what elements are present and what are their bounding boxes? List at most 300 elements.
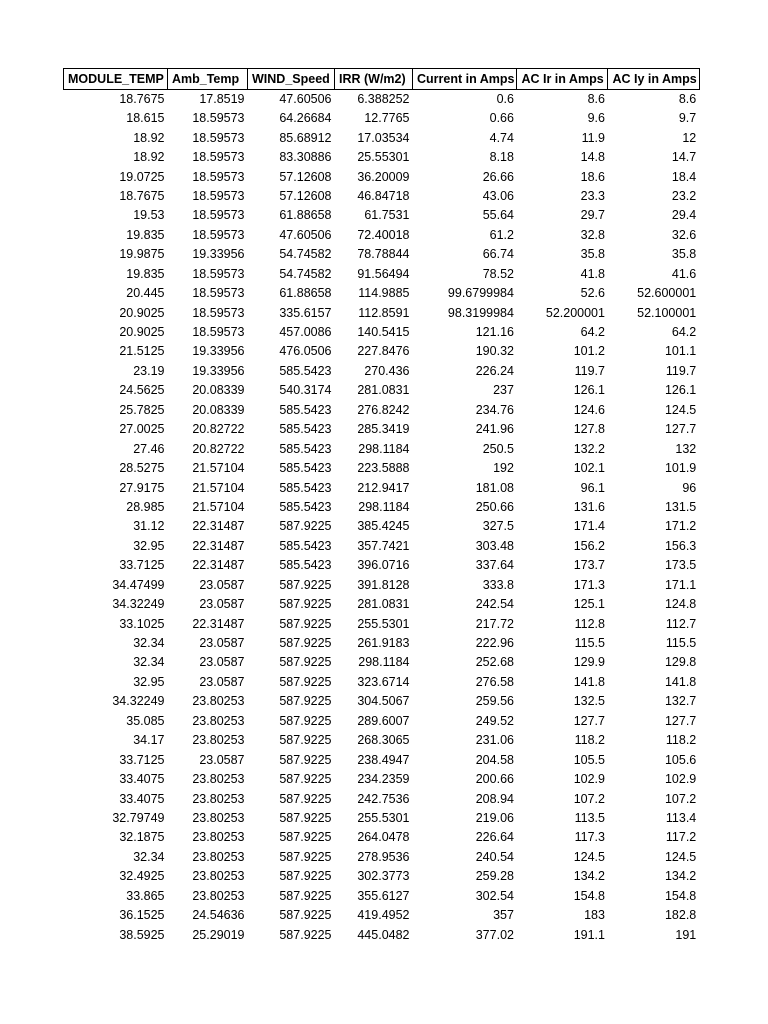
cell-amb-temp[interactable]: 23.80253 — [192, 733, 245, 748]
cell-ac-iy[interactable]: 12 — [682, 130, 697, 145]
cell-ac-ir[interactable]: 32.8 — [580, 227, 605, 242]
cell-irr[interactable]: 36.20009 — [357, 169, 410, 184]
cell-ac-iy[interactable]: 41.6 — [671, 266, 697, 281]
cell-current[interactable]: 240.54 — [475, 849, 514, 864]
cell-ac-iy[interactable]: 156.3 — [664, 538, 697, 553]
cell-current[interactable]: 327.5 — [482, 519, 514, 534]
cell-ac-iy[interactable]: 124.5 — [664, 402, 697, 417]
cell-ac-iy[interactable]: 134.2 — [664, 869, 697, 884]
cell-ac-ir[interactable]: 154.8 — [573, 888, 605, 903]
cell-module-temp[interactable]: 18.92 — [133, 130, 165, 145]
cell-current[interactable]: 181.08 — [475, 480, 514, 495]
cell-irr[interactable]: 302.3773 — [357, 869, 410, 884]
cell-ac-ir[interactable]: 173.7 — [573, 558, 605, 573]
cell-wind-speed[interactable]: 587.9225 — [279, 577, 332, 592]
cell-amb-temp[interactable]: 19.33956 — [192, 247, 245, 262]
cell-module-temp[interactable]: 31.12 — [133, 519, 165, 534]
cell-amb-temp[interactable]: 20.82722 — [192, 422, 245, 437]
cell-irr[interactable]: 281.0831 — [357, 383, 410, 398]
cell-module-temp[interactable]: 32.34 — [133, 655, 165, 670]
cell-irr[interactable]: 112.8591 — [358, 305, 410, 320]
cell-current[interactable]: 26.66 — [482, 169, 514, 184]
cell-ac-iy[interactable]: 118.2 — [665, 733, 697, 748]
cell-irr[interactable]: 264.0478 — [357, 830, 410, 845]
cell-irr[interactable]: 385.4245 — [357, 519, 410, 534]
cell-amb-temp[interactable]: 20.08339 — [192, 402, 245, 417]
cell-ac-ir[interactable]: 171.3 — [573, 577, 605, 592]
cell-current[interactable]: 98.3199984 — [447, 305, 514, 320]
cell-ac-iy[interactable]: 141.8 — [664, 674, 697, 689]
header-current[interactable]: Current in Amps — [413, 69, 517, 90]
cell-current[interactable]: 226.64 — [475, 830, 514, 845]
cell-amb-temp[interactable]: 18.59573 — [192, 130, 245, 145]
cell-amb-temp[interactable]: 18.59573 — [192, 169, 245, 184]
cell-amb-temp[interactable]: 20.82722 — [192, 441, 245, 456]
cell-current[interactable]: 222.96 — [475, 636, 514, 651]
cell-ac-ir[interactable]: 118.2 — [574, 733, 605, 748]
cell-irr[interactable]: 25.55301 — [357, 150, 410, 165]
cell-irr[interactable]: 72.40018 — [357, 227, 410, 242]
cell-wind-speed[interactable]: 587.9225 — [279, 849, 332, 864]
cell-module-temp[interactable]: 32.95 — [133, 674, 165, 689]
header-module-temp[interactable]: MODULE_TEMP — [64, 69, 168, 90]
cell-irr[interactable]: 261.9183 — [357, 636, 410, 651]
cell-irr[interactable]: 285.3419 — [357, 422, 410, 437]
cell-ac-ir[interactable]: 156.2 — [573, 538, 605, 553]
cell-ac-ir[interactable]: 35.8 — [580, 247, 605, 262]
cell-ac-iy[interactable]: 29.4 — [671, 208, 697, 223]
cell-irr[interactable]: 270.436 — [364, 363, 410, 378]
cell-ac-iy[interactable]: 127.7 — [664, 422, 697, 437]
cell-ac-iy[interactable]: 171.1 — [664, 577, 697, 592]
cell-current[interactable]: 61.2 — [489, 227, 514, 242]
cell-module-temp[interactable]: 32.4925 — [119, 869, 165, 884]
cell-current[interactable]: 249.52 — [475, 713, 514, 728]
cell-amb-temp[interactable]: 23.80253 — [192, 888, 245, 903]
cell-irr[interactable]: 355.6127 — [357, 888, 410, 903]
cell-current[interactable]: 252.68 — [475, 655, 514, 670]
cell-wind-speed[interactable]: 587.9225 — [279, 674, 332, 689]
cell-ac-ir[interactable]: 29.7 — [580, 208, 605, 223]
cell-amb-temp[interactable]: 23.0587 — [199, 597, 245, 612]
cell-ac-iy[interactable]: 132 — [675, 441, 697, 456]
cell-ac-ir[interactable]: 52.6 — [580, 286, 605, 301]
cell-ac-ir[interactable]: 11.9 — [581, 130, 605, 145]
cell-current[interactable]: 250.66 — [475, 499, 514, 514]
cell-current[interactable]: 226.24 — [475, 363, 514, 378]
cell-wind-speed[interactable]: 587.9225 — [279, 733, 332, 748]
cell-amb-temp[interactable]: 18.59573 — [192, 227, 245, 242]
cell-wind-speed[interactable]: 587.9225 — [279, 752, 332, 767]
cell-ac-ir[interactable]: 9.6 — [587, 111, 605, 126]
cell-ac-ir[interactable]: 107.2 — [573, 791, 605, 806]
cell-irr[interactable]: 281.0831 — [357, 597, 410, 612]
cell-amb-temp[interactable]: 23.0587 — [199, 752, 245, 767]
cell-module-temp[interactable]: 27.9175 — [119, 480, 165, 495]
cell-ac-iy[interactable]: 32.6 — [671, 227, 697, 242]
cell-current[interactable]: 333.8 — [482, 577, 514, 592]
cell-ac-iy[interactable]: 102.9 — [664, 772, 697, 787]
cell-amb-temp[interactable]: 19.33956 — [192, 363, 245, 378]
cell-current[interactable]: 200.66 — [475, 772, 514, 787]
cell-current[interactable]: 192 — [493, 461, 514, 476]
cell-wind-speed[interactable]: 587.9225 — [279, 869, 332, 884]
cell-ac-ir[interactable]: 124.5 — [573, 849, 605, 864]
cell-amb-temp[interactable]: 23.80253 — [192, 791, 245, 806]
cell-current[interactable]: 8.18 — [489, 150, 514, 165]
cell-irr[interactable]: 289.6007 — [357, 713, 410, 728]
cell-ac-ir[interactable]: 96.1 — [580, 480, 605, 495]
cell-ac-iy[interactable]: 124.8 — [664, 597, 697, 612]
cell-irr[interactable]: 419.4952 — [357, 908, 410, 923]
cell-ac-ir[interactable]: 102.1 — [573, 461, 605, 476]
cell-module-temp[interactable]: 18.615 — [126, 111, 165, 126]
cell-current[interactable]: 231.06 — [475, 733, 514, 748]
cell-amb-temp[interactable]: 18.59573 — [192, 188, 245, 203]
cell-irr[interactable]: 114.9885 — [358, 286, 410, 301]
cell-ac-iy[interactable]: 23.2 — [671, 188, 697, 203]
cell-ac-iy[interactable]: 191 — [675, 927, 697, 942]
cell-ac-iy[interactable]: 8.6 — [678, 92, 697, 106]
cell-current[interactable]: 208.94 — [475, 791, 514, 806]
cell-current[interactable]: 259.56 — [475, 694, 514, 709]
cell-amb-temp[interactable]: 23.0587 — [199, 577, 245, 592]
cell-current[interactable]: 121.16 — [475, 325, 514, 340]
cell-module-temp[interactable]: 38.5925 — [119, 927, 165, 942]
cell-wind-speed[interactable]: 61.88658 — [279, 286, 332, 301]
cell-wind-speed[interactable]: 587.9225 — [279, 927, 332, 942]
cell-amb-temp[interactable]: 18.59573 — [192, 111, 245, 126]
cell-module-temp[interactable]: 33.7125 — [119, 752, 165, 767]
cell-wind-speed[interactable]: 57.12608 — [279, 169, 332, 184]
cell-module-temp[interactable]: 34.17 — [133, 733, 165, 748]
cell-ac-iy[interactable]: 14.7 — [671, 150, 697, 165]
cell-ac-ir[interactable]: 119.7 — [574, 363, 605, 378]
cell-ac-iy[interactable]: 105.6 — [664, 752, 697, 767]
cell-wind-speed[interactable]: 587.9225 — [279, 772, 332, 787]
cell-module-temp[interactable]: 23.19 — [133, 363, 165, 378]
cell-current[interactable]: 303.48 — [475, 538, 514, 553]
cell-ac-iy[interactable]: 115.5 — [665, 636, 697, 651]
cell-wind-speed[interactable]: 587.9225 — [279, 713, 332, 728]
cell-wind-speed[interactable]: 587.9225 — [279, 519, 332, 534]
cell-ac-iy[interactable]: 101.1 — [664, 344, 697, 359]
cell-ac-ir[interactable]: 23.3 — [580, 188, 605, 203]
cell-current[interactable]: 337.64 — [475, 558, 514, 573]
cell-module-temp[interactable]: 25.7825 — [119, 402, 165, 417]
cell-wind-speed[interactable]: 54.74582 — [279, 247, 332, 262]
cell-irr[interactable]: 212.9417 — [357, 480, 410, 495]
cell-ac-iy[interactable]: 182.8 — [664, 908, 697, 923]
cell-ac-iy[interactable]: 9.7 — [678, 111, 697, 126]
cell-ac-iy[interactable]: 52.100001 — [637, 305, 697, 320]
cell-wind-speed[interactable]: 587.9225 — [279, 597, 332, 612]
cell-ac-iy[interactable]: 171.2 — [664, 519, 697, 534]
cell-irr[interactable]: 78.78844 — [357, 247, 410, 262]
cell-amb-temp[interactable]: 18.59573 — [192, 305, 245, 320]
cell-irr[interactable]: 46.84718 — [357, 188, 410, 203]
cell-module-temp[interactable]: 32.1875 — [119, 830, 165, 845]
cell-current[interactable]: 55.64 — [482, 208, 514, 223]
cell-irr[interactable]: 276.8242 — [357, 402, 410, 417]
cell-module-temp[interactable]: 32.34 — [133, 636, 165, 651]
cell-module-temp[interactable]: 19.9875 — [119, 247, 165, 262]
cell-ac-ir[interactable]: 132.2 — [573, 441, 605, 456]
cell-wind-speed[interactable]: 57.12608 — [279, 188, 332, 203]
cell-current[interactable]: 276.58 — [475, 674, 514, 689]
cell-module-temp[interactable]: 28.985 — [126, 499, 165, 514]
cell-ac-iy[interactable]: 132.7 — [664, 694, 697, 709]
cell-wind-speed[interactable]: 585.5423 — [279, 558, 332, 573]
cell-wind-speed[interactable]: 540.3174 — [279, 383, 332, 398]
header-irr[interactable]: IRR (W/m2) — [335, 69, 413, 90]
cell-ac-ir[interactable]: 171.4 — [573, 519, 605, 534]
cell-irr[interactable]: 255.5301 — [357, 616, 410, 631]
cell-wind-speed[interactable]: 587.9225 — [279, 636, 332, 651]
cell-ac-ir[interactable]: 113.5 — [574, 810, 605, 825]
cell-wind-speed[interactable]: 85.68912 — [279, 130, 332, 145]
cell-module-temp[interactable]: 32.95 — [133, 538, 165, 553]
cell-module-temp[interactable]: 27.46 — [133, 441, 165, 456]
cell-irr[interactable]: 91.56494 — [357, 266, 410, 281]
cell-amb-temp[interactable]: 23.80253 — [192, 772, 245, 787]
cell-ac-iy[interactable]: 124.5 — [664, 849, 697, 864]
cell-ac-iy[interactable]: 64.2 — [671, 325, 697, 340]
cell-module-temp[interactable]: 19.835 — [126, 227, 165, 242]
cell-current[interactable]: 78.52 — [482, 266, 514, 281]
cell-amb-temp[interactable]: 21.57104 — [192, 499, 245, 514]
cell-module-temp[interactable]: 19.835 — [126, 266, 165, 281]
cell-ac-ir[interactable]: 102.9 — [573, 772, 605, 787]
cell-ac-ir[interactable]: 101.2 — [573, 344, 605, 359]
cell-current[interactable]: 242.54 — [475, 597, 514, 612]
cell-module-temp[interactable]: 33.1025 — [119, 616, 165, 631]
cell-wind-speed[interactable]: 457.0086 — [279, 325, 332, 340]
cell-module-temp[interactable]: 21.5125 — [119, 344, 165, 359]
cell-current[interactable]: 4.74 — [489, 130, 514, 145]
cell-amb-temp[interactable]: 23.0587 — [199, 674, 245, 689]
cell-irr[interactable]: 12.7765 — [364, 111, 410, 126]
cell-ac-iy[interactable]: 131.5 — [664, 499, 697, 514]
cell-current[interactable]: 66.74 — [482, 247, 514, 262]
cell-irr[interactable]: 140.5415 — [357, 325, 410, 340]
cell-current[interactable]: 234.76 — [475, 402, 514, 417]
cell-current[interactable]: 43.06 — [482, 188, 514, 203]
cell-ac-iy[interactable]: 18.4 — [671, 169, 697, 184]
cell-current[interactable]: 0.66 — [489, 111, 514, 126]
cell-amb-temp[interactable]: 18.59573 — [192, 325, 245, 340]
cell-wind-speed[interactable]: 476.0506 — [279, 344, 332, 359]
cell-ac-ir[interactable]: 112.8 — [574, 616, 605, 631]
cell-irr[interactable]: 6.388252 — [357, 92, 410, 106]
cell-amb-temp[interactable]: 23.80253 — [192, 849, 245, 864]
cell-amb-temp[interactable]: 22.31487 — [192, 616, 245, 631]
header-amb-temp[interactable]: Amb_Temp — [168, 69, 248, 90]
cell-irr[interactable]: 234.2359 — [357, 772, 410, 787]
cell-irr[interactable]: 61.7531 — [364, 208, 410, 223]
cell-module-temp[interactable]: 24.5625 — [119, 383, 165, 398]
cell-irr[interactable]: 396.0716 — [357, 558, 410, 573]
cell-module-temp[interactable]: 33.4075 — [119, 772, 165, 787]
cell-wind-speed[interactable]: 64.26684 — [279, 111, 332, 126]
cell-ac-ir[interactable]: 141.8 — [573, 674, 605, 689]
cell-irr[interactable]: 238.4947 — [357, 752, 410, 767]
cell-amb-temp[interactable]: 20.08339 — [192, 383, 245, 398]
cell-amb-temp[interactable]: 24.54636 — [192, 908, 245, 923]
cell-wind-speed[interactable]: 587.9225 — [279, 830, 332, 845]
cell-ac-iy[interactable]: 126.1 — [664, 383, 697, 398]
header-ac-iy[interactable]: AC Iy in Amps — [608, 69, 699, 90]
cell-current[interactable]: 237 — [493, 383, 514, 398]
cell-irr[interactable]: 298.1184 — [358, 499, 410, 514]
cell-wind-speed[interactable]: 54.74582 — [279, 266, 332, 281]
cell-irr[interactable]: 304.5067 — [357, 694, 410, 709]
cell-wind-speed[interactable]: 83.30886 — [279, 150, 332, 165]
cell-wind-speed[interactable]: 587.9225 — [279, 655, 332, 670]
cell-wind-speed[interactable]: 47.60506 — [279, 227, 332, 242]
cell-ac-ir[interactable]: 115.5 — [574, 636, 605, 651]
cell-irr[interactable]: 227.8476 — [357, 344, 410, 359]
cell-wind-speed[interactable]: 335.6157 — [279, 305, 332, 320]
cell-wind-speed[interactable]: 47.60506 — [279, 92, 332, 106]
cell-wind-speed[interactable]: 585.5423 — [279, 402, 332, 417]
cell-amb-temp[interactable]: 22.31487 — [192, 538, 245, 553]
cell-module-temp[interactable]: 19.0725 — [119, 169, 165, 184]
cell-amb-temp[interactable]: 17.8519 — [199, 92, 245, 106]
cell-irr[interactable]: 242.7536 — [357, 791, 410, 806]
cell-irr[interactable]: 445.0482 — [357, 927, 410, 942]
cell-wind-speed[interactable]: 587.9225 — [279, 791, 332, 806]
cell-amb-temp[interactable]: 23.80253 — [192, 869, 245, 884]
cell-irr[interactable]: 298.1184 — [358, 655, 410, 670]
cell-irr[interactable]: 278.9536 — [357, 849, 410, 864]
cell-ac-ir[interactable]: 132.5 — [573, 694, 605, 709]
cell-ac-ir[interactable]: 14.8 — [580, 150, 605, 165]
cell-current[interactable]: 377.02 — [475, 927, 514, 942]
cell-wind-speed[interactable]: 585.5423 — [279, 499, 332, 514]
cell-module-temp[interactable]: 33.4075 — [119, 791, 165, 806]
cell-amb-temp[interactable]: 23.80253 — [192, 694, 245, 709]
cell-irr[interactable]: 391.8128 — [357, 577, 410, 592]
cell-module-temp[interactable]: 33.865 — [126, 888, 165, 903]
cell-current[interactable]: 99.6799984 — [447, 286, 514, 301]
cell-module-temp[interactable]: 20.9025 — [119, 305, 165, 320]
cell-ac-iy[interactable]: 107.2 — [664, 791, 697, 806]
cell-current[interactable]: 259.28 — [475, 869, 514, 884]
cell-module-temp[interactable]: 28.5275 — [119, 461, 165, 476]
cell-ac-ir[interactable]: 191.1 — [573, 927, 605, 942]
cell-wind-speed[interactable]: 587.9225 — [279, 616, 332, 631]
cell-amb-temp[interactable]: 23.80253 — [192, 713, 245, 728]
cell-ac-ir[interactable]: 127.7 — [573, 713, 605, 728]
cell-amb-temp[interactable]: 25.29019 — [192, 927, 245, 942]
cell-ac-ir[interactable]: 18.6 — [580, 169, 605, 184]
cell-ac-ir[interactable]: 64.2 — [580, 325, 605, 340]
cell-wind-speed[interactable]: 587.9225 — [279, 888, 332, 903]
cell-ac-ir[interactable]: 183 — [584, 908, 605, 923]
cell-wind-speed[interactable]: 585.5423 — [279, 480, 332, 495]
cell-ac-iy[interactable]: 129.8 — [664, 655, 697, 670]
cell-module-temp[interactable]: 33.7125 — [119, 558, 165, 573]
cell-ac-ir[interactable]: 131.6 — [573, 499, 605, 514]
cell-ac-ir[interactable]: 8.6 — [587, 92, 605, 106]
cell-wind-speed[interactable]: 585.5423 — [279, 441, 332, 456]
cell-amb-temp[interactable]: 18.59573 — [192, 266, 245, 281]
cell-ac-ir[interactable]: 117.3 — [574, 830, 605, 845]
cell-amb-temp[interactable]: 21.57104 — [192, 461, 245, 476]
cell-ac-ir[interactable]: 127.8 — [573, 422, 605, 437]
cell-current[interactable]: 204.58 — [475, 752, 514, 767]
cell-amb-temp[interactable]: 22.31487 — [192, 558, 245, 573]
header-wind-speed[interactable]: WIND_Speed — [248, 69, 335, 90]
cell-ac-ir[interactable]: 41.8 — [580, 266, 605, 281]
cell-wind-speed[interactable]: 61.88658 — [279, 208, 332, 223]
cell-module-temp[interactable]: 34.32249 — [112, 597, 165, 612]
cell-irr[interactable]: 323.6714 — [357, 674, 410, 689]
cell-amb-temp[interactable]: 23.80253 — [192, 810, 245, 825]
cell-irr[interactable]: 223.5888 — [357, 461, 410, 476]
cell-ac-iy[interactable]: 113.4 — [665, 810, 697, 825]
cell-irr[interactable]: 255.5301 — [357, 810, 410, 825]
cell-module-temp[interactable]: 34.32249 — [112, 694, 165, 709]
cell-module-temp[interactable]: 18.7675 — [119, 92, 165, 106]
cell-ac-iy[interactable]: 35.8 — [671, 247, 697, 262]
cell-ac-ir[interactable]: 52.200001 — [545, 305, 605, 320]
cell-current[interactable]: 357 — [493, 908, 514, 923]
cell-module-temp[interactable]: 36.1525 — [119, 908, 165, 923]
cell-ac-ir[interactable]: 126.1 — [573, 383, 605, 398]
cell-ac-iy[interactable]: 154.8 — [664, 888, 697, 903]
cell-amb-temp[interactable]: 21.57104 — [192, 480, 245, 495]
cell-module-temp[interactable]: 18.7675 — [119, 188, 165, 203]
cell-module-temp[interactable]: 34.47499 — [112, 577, 165, 592]
cell-current[interactable]: 219.06 — [475, 810, 514, 825]
cell-irr[interactable]: 17.03534 — [357, 130, 410, 145]
cell-irr[interactable]: 298.1184 — [358, 441, 410, 456]
cell-ac-ir[interactable]: 129.9 — [573, 655, 605, 670]
cell-current[interactable]: 302.54 — [475, 888, 514, 903]
cell-current[interactable]: 241.96 — [475, 422, 514, 437]
cell-current[interactable]: 217.72 — [475, 616, 514, 631]
cell-ac-ir[interactable]: 105.5 — [573, 752, 605, 767]
cell-irr[interactable]: 268.3065 — [357, 733, 410, 748]
cell-ac-iy[interactable]: 173.5 — [664, 558, 697, 573]
cell-wind-speed[interactable]: 585.5423 — [279, 363, 332, 378]
cell-amb-temp[interactable]: 19.33956 — [192, 344, 245, 359]
cell-module-temp[interactable]: 32.34 — [133, 849, 165, 864]
cell-ac-ir[interactable]: 125.1 — [573, 597, 605, 612]
cell-current[interactable]: 0.6 — [496, 92, 514, 106]
cell-ac-iy[interactable]: 96 — [682, 480, 697, 495]
cell-wind-speed[interactable]: 587.9225 — [279, 810, 332, 825]
cell-current[interactable]: 190.32 — [475, 344, 514, 359]
cell-wind-speed[interactable]: 585.5423 — [279, 538, 332, 553]
cell-wind-speed[interactable]: 587.9225 — [279, 694, 332, 709]
cell-amb-temp[interactable]: 18.59573 — [192, 286, 245, 301]
header-ac-ir[interactable]: AC Ir in Amps — [517, 69, 608, 90]
cell-module-temp[interactable]: 27.0025 — [119, 422, 165, 437]
cell-module-temp[interactable]: 19.53 — [133, 208, 165, 223]
cell-irr[interactable]: 357.7421 — [357, 538, 410, 553]
cell-ac-ir[interactable]: 134.2 — [573, 869, 605, 884]
cell-wind-speed[interactable]: 587.9225 — [279, 908, 332, 923]
cell-amb-temp[interactable]: 23.0587 — [199, 636, 245, 651]
cell-current[interactable]: 250.5 — [482, 441, 514, 456]
cell-amb-temp[interactable]: 23.80253 — [192, 830, 245, 845]
cell-amb-temp[interactable]: 23.0587 — [199, 655, 245, 670]
cell-amb-temp[interactable]: 18.59573 — [192, 208, 245, 223]
cell-module-temp[interactable]: 20.445 — [126, 286, 165, 301]
